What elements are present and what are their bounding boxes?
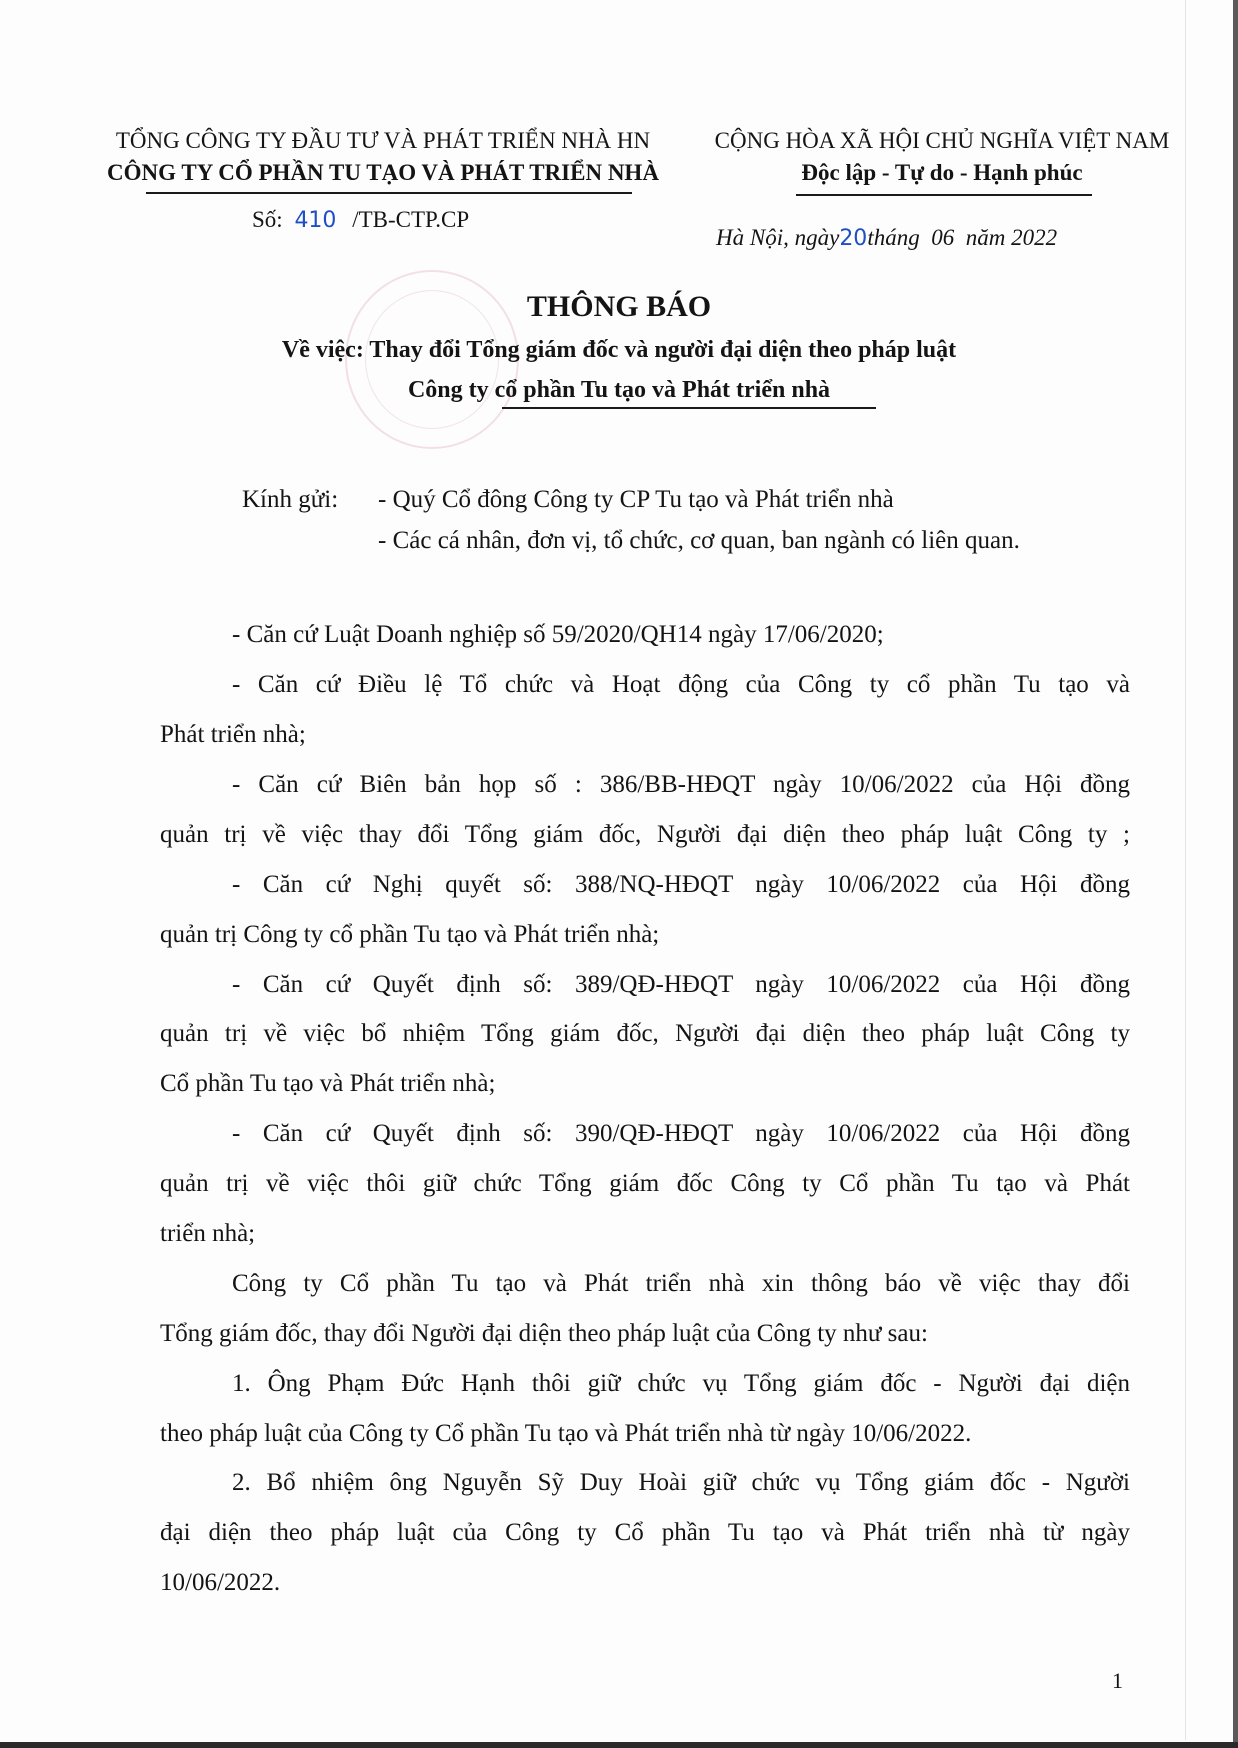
- legal-basis-line: triển nhà;: [160, 1220, 256, 1247]
- announcement-item-1: theo pháp luật của Công ty Cổ phần Tu tạo và Phát triển nhà từ ngày 10/06/2022.: [160, 1420, 972, 1447]
- page-fold-line: [1185, 0, 1186, 1740]
- date-prefix: Hà Nội, ngày: [716, 225, 840, 250]
- national-motto: Độc lập - Tự do - Hạnh phúc: [801, 160, 1083, 185]
- subject-underline: [502, 407, 876, 409]
- doc-number-prefix: Số:: [252, 207, 283, 232]
- announcement-paragraph: Công ty Cổ phần Tu tạo và Phát triển nhà xin thông báo về việc thay đổi: [232, 1270, 1130, 1297]
- document-number: [252, 206, 469, 235]
- legal-basis-line: - Căn cứ Quyết định số: 389/QĐ-HĐQT ngày 10/06/2022 của Hội đồng: [232, 971, 1130, 998]
- legal-basis-line: quản trị về việc bổ nhiệm Tổng giám đốc, Người đại diện theo pháp luật Công ty: [160, 1020, 1130, 1047]
- announcement-item-2: 2. Bổ nhiệm ông Nguyễn Sỹ Duy Hoài giữ chức vụ Tổng giám đốc - Người: [232, 1469, 1130, 1496]
- announcement-item-2: 10/06/2022.: [160, 1569, 281, 1596]
- scan-edge-bottom: [0, 1742, 1238, 1748]
- legal-basis-line: - Căn cứ Nghị quyết số: 388/NQ-HĐQT ngày 10/06/2022 của Hội đồng: [232, 871, 1130, 898]
- place-date: [716, 224, 1057, 253]
- legal-basis-line: quản trị về việc thôi giữ chức Tổng giám đốc Công ty Cổ phần Tu tạo và Phát: [160, 1170, 1130, 1197]
- announcement-item-2: đại diện theo pháp luật của Công ty Cổ phần Tu tạo và Phát triển nhà từ ngày: [160, 1519, 1130, 1546]
- org-underline: [146, 192, 632, 194]
- date-day-handwritten: 20: [839, 226, 868, 251]
- recipient-item: - Các cá nhân, đơn vị, tổ chức, cơ quan, ban ngành có liên quan.: [378, 527, 1020, 554]
- parent-organization: TỔNG CÔNG TY ĐẦU TƯ VÀ PHÁT TRIỂN NHÀ HN: [115, 128, 651, 153]
- subject-line-1: Về việc: Thay đổi Tổng giám đốc và người đại diện theo pháp luật: [281, 337, 957, 363]
- country-name: CỘNG HÒA XÃ HỘI CHỦ NGHĨA VIỆT NAM: [714, 128, 1170, 153]
- announcement-item-1: 1. Ông Phạm Đức Hạnh thôi giữ chức vụ Tổng giám đốc - Người đại diện: [232, 1370, 1130, 1397]
- motto-underline: [796, 194, 1092, 196]
- recipients-label: Kính gửi:: [242, 486, 339, 513]
- legal-basis-line: Cổ phần Tu tạo và Phát triển nhà;: [160, 1070, 496, 1097]
- doc-number-suffix: /TB-CTP.CP: [352, 207, 470, 232]
- announcement-paragraph: Tổng giám đốc, thay đổi Người đại diện theo pháp luật của Công ty như sau:: [160, 1320, 928, 1347]
- page-number: 1: [1112, 1668, 1123, 1693]
- legal-basis-line: - Căn cứ Biên bản họp số : 386/BB-HĐQT ngày 10/06/2022 của Hội đồng: [232, 771, 1130, 798]
- doc-number-handwritten: 410: [294, 208, 337, 233]
- legal-basis-line: quản trị về việc thay đổi Tổng giám đốc, Người đại diện theo pháp luật Công ty ;: [160, 821, 1130, 848]
- legal-basis-line: - Căn cứ Luật Doanh nghiệp số 59/2020/QH14 ngày 17/06/2020;: [232, 621, 884, 648]
- legal-basis-line: Phát triển nhà;: [160, 721, 306, 748]
- organization-name: CÔNG TY CỔ PHẦN TU TẠO VÀ PHÁT TRIỂN NHÀ: [107, 160, 659, 185]
- legal-basis-line: - Căn cứ Quyết định số: 390/QĐ-HĐQT ngày 10/06/2022 của Hội đồng: [232, 1120, 1130, 1147]
- legal-basis-line: quản trị Công ty cổ phần Tu tạo và Phát triển nhà;: [160, 921, 660, 948]
- date-suffix: tháng 06 năm 2022: [867, 225, 1058, 250]
- document-title: THÔNG BÁO: [526, 290, 712, 323]
- recipient-item: - Quý Cổ đông Công ty CP Tu tạo và Phát triển nhà: [378, 486, 894, 513]
- scan-edge-right: [1233, 0, 1238, 1748]
- subject-line-2: Công ty cổ phần Tu tạo và Phát triển nhà: [407, 377, 831, 403]
- legal-basis-line: - Căn cứ Điều lệ Tổ chức và Hoạt động của Công ty cổ phần Tu tạo và: [232, 671, 1130, 698]
